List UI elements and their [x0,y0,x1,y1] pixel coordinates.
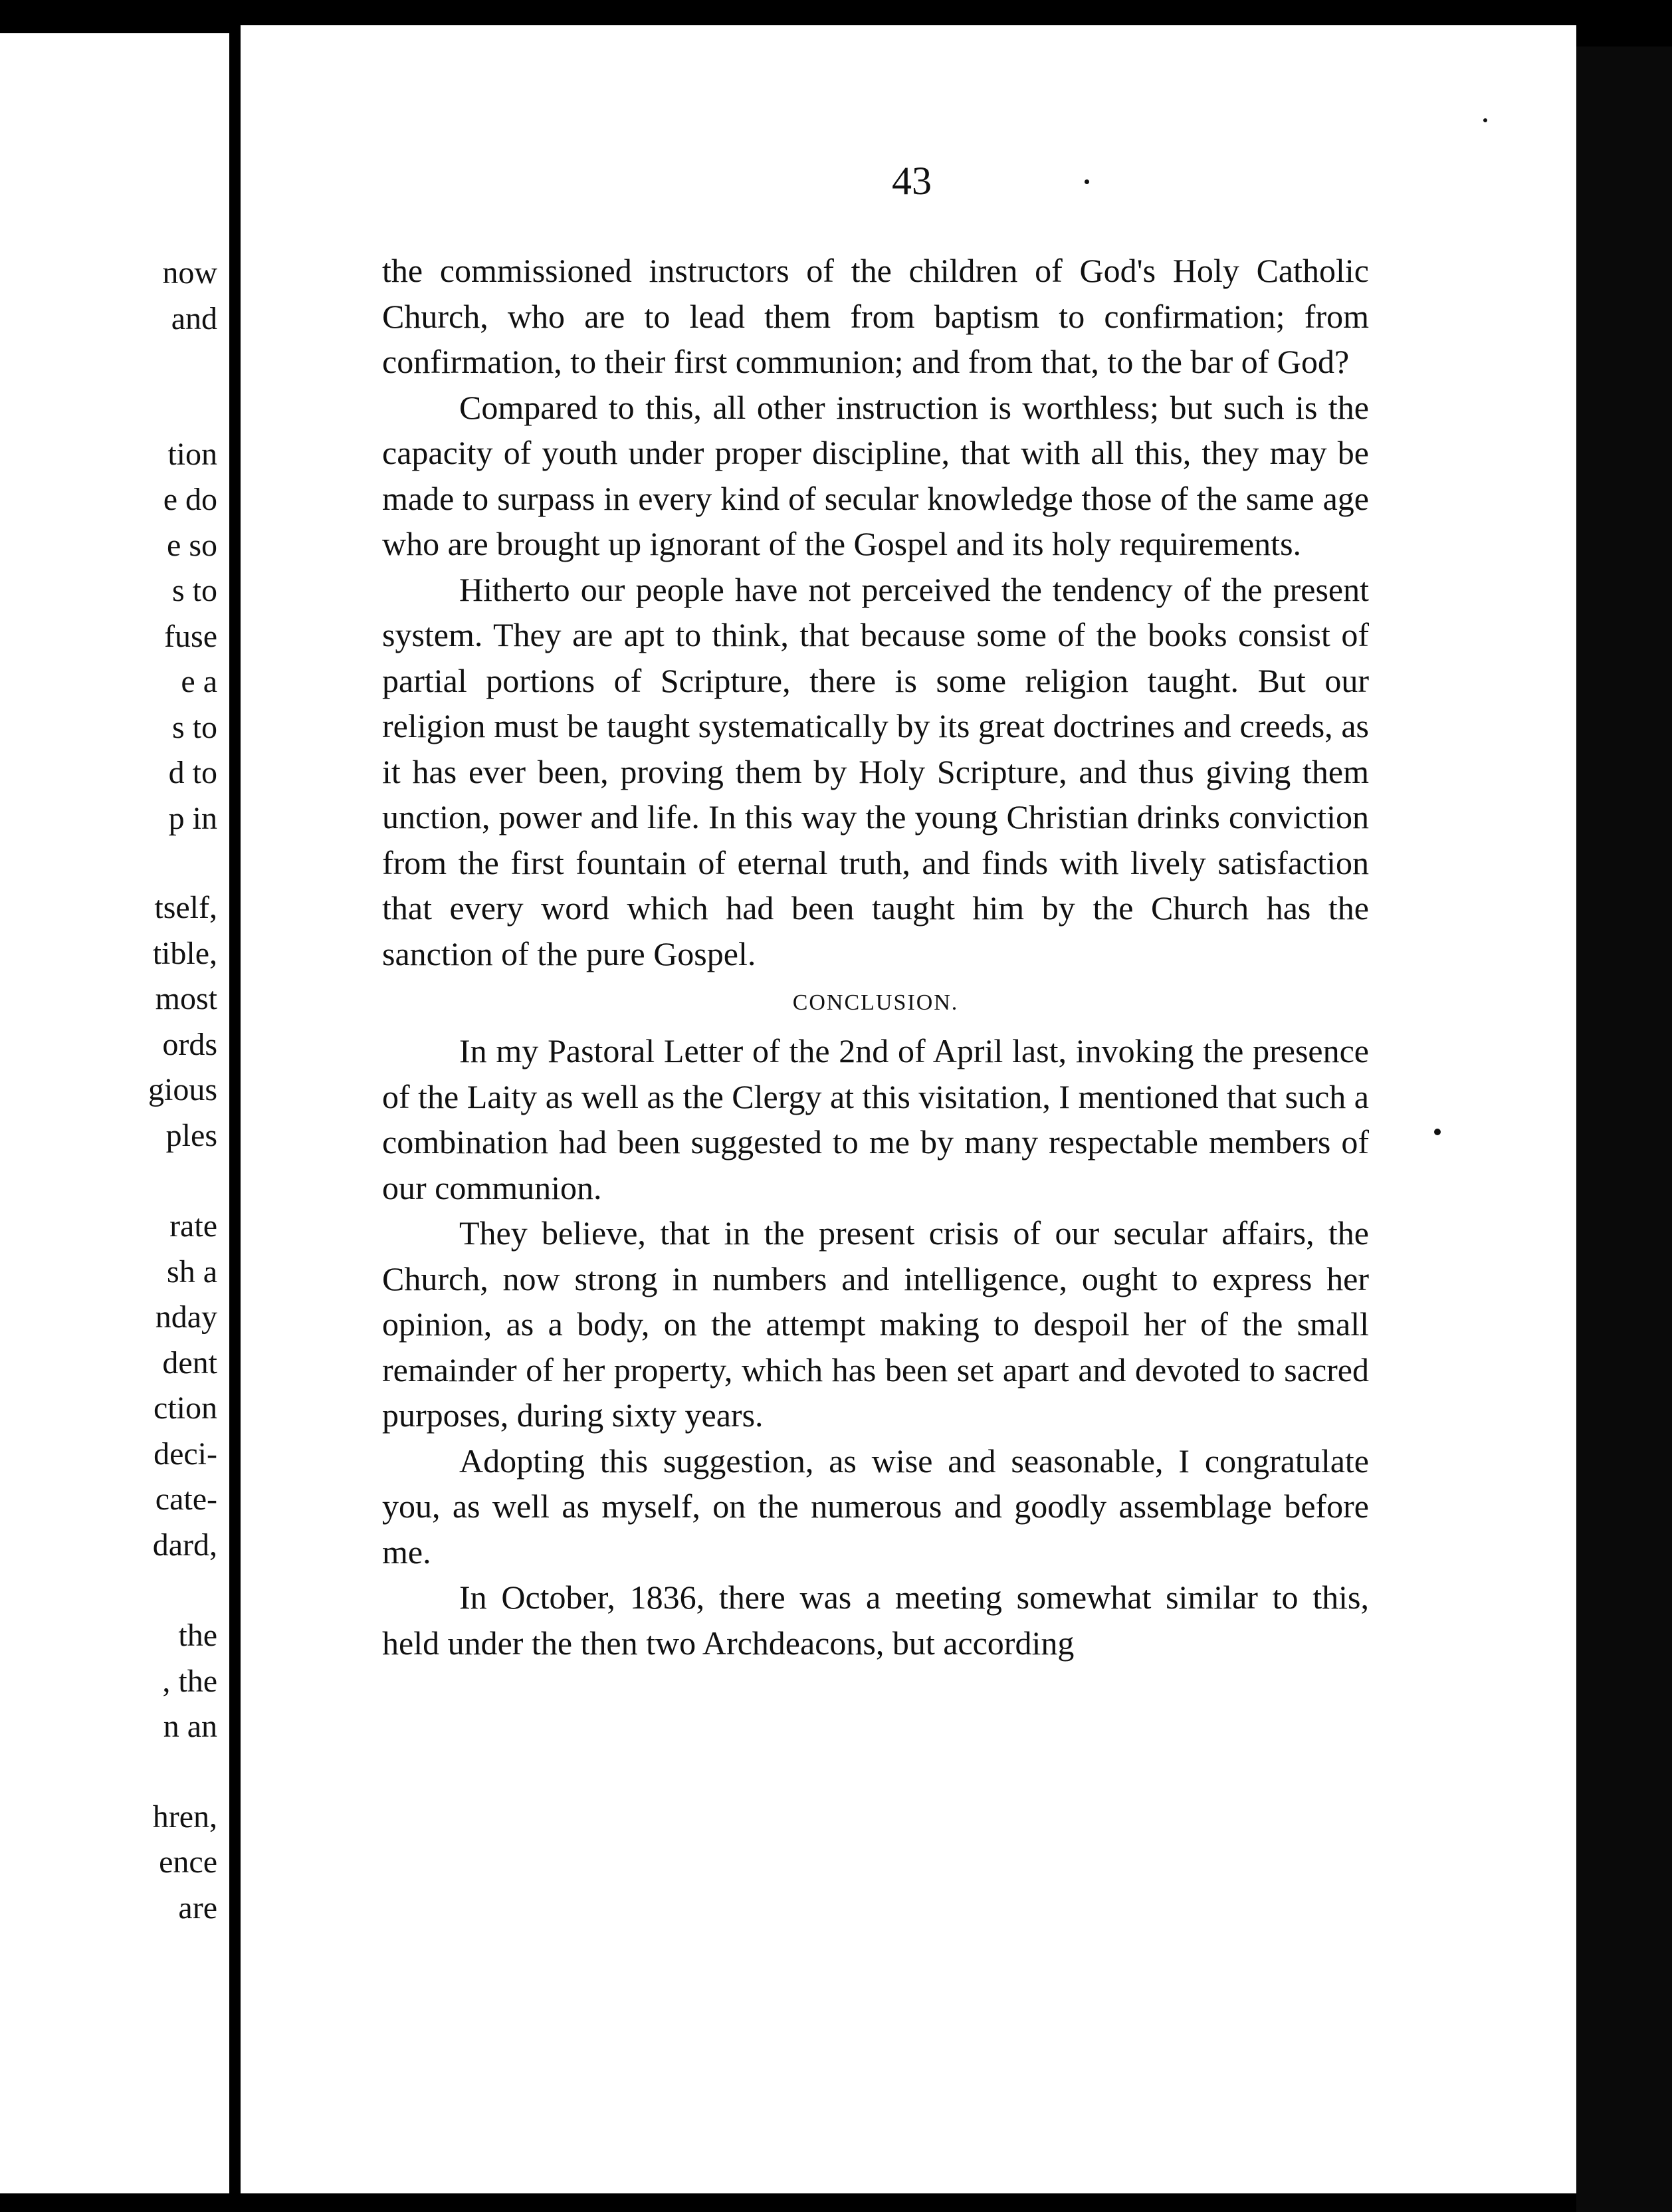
left-page-fragment: e do [163,482,217,517]
paragraph: Adopting this suggestion, as wise and seasonable, I congratulate you, as well as myself, on the numerous and goodly assemblage before me. [382,1442,1369,1571]
paragraph: Hitherto our people have not perceived the tendency of the present system. They are apt to think, that because some of the books consist of partial portions of Scripture, there is some religion taught. But our religion must be taught systematically by its great doctrines and creeds, as it has ever been, proving them by Holy Scripture, and thus giving them unction, power and life. In this way the young Christian drinks conviction from the first fountain of eternal truth, and finds with lively satisfaction that every word which had been taught him by the Church has the sanction of the pure Gospel. [382,570,1369,972]
left-page-fragment: and [171,301,217,336]
paragraph: the commissioned instructors of the children of God's Holy Catholic Church, who are to lead them from baptism to confirmation; from confirmation, to their first communion; and from that, to the bar of God? [382,252,1369,380]
left-page-fragment: tself, [154,890,217,925]
paragraph: In October, 1836, there was a meeting somewhat similar to this, held under the then two Archdeacons, but according [382,1579,1369,1662]
ink-speck [1434,1129,1441,1135]
left-page-fragment: p in [168,801,217,836]
ink-speck [1483,118,1487,122]
left-page-fragment: the [178,1618,217,1653]
page-edge-shadow [1576,47,1672,2212]
paragraph: Compared to this, all other instruction is worthless; but such is the capacity of youth under proper discipline, that with all this, they may be made to surpass in every kind of secular knowledge those of the same age who are brought up ignorant of the Gospel and its holy requirements. [382,388,1369,562]
paragraph: In my Pastoral Letter of the 2nd of April last, invoking the presence of the Laity as well as the Clergy at this visitation, I mentioned that such a combination had been suggested to me by many respectable members of our communion. [382,1032,1369,1206]
left-page-fragment: d to [168,755,217,790]
left-page-fragment: rate [169,1208,217,1244]
left-page-fragment: n an [163,1709,217,1744]
main-page [241,25,1576,2193]
left-page-fragment: nday [155,1299,217,1335]
left-page-fragment: most [155,981,217,1016]
left-page-fragment: dard, [152,1527,217,1563]
left-page-fragment: e a [181,664,217,699]
left-page-fragment: tion [167,437,217,472]
left-page-fragment: e so [167,528,217,563]
left-page-fragment: are [178,1890,217,1926]
left-page-fragment: , the [162,1664,217,1699]
ink-speck [1085,179,1089,184]
left-page-fragment: deci- [154,1436,217,1472]
left-page-fragment: fuse [164,619,217,654]
left-page-fragment: ords [162,1027,217,1062]
left-page-fragment: hren, [152,1799,217,1834]
section-heading: CONCLUSION. [792,990,959,1015]
left-page-fragment: cate- [155,1482,217,1517]
left-facing-page [0,33,229,2193]
page-number: 43 [892,159,932,203]
left-page-fragment: tible, [152,936,217,971]
body-text [382,248,1369,1666]
left-page-fragment: ples [165,1118,217,1153]
left-page-fragment: gious [148,1072,217,1107]
paragraph: They believe, that in the present crisis of our secular affairs, the Church, now strong in numbers and intelligence, ought to express her opinion, as a body, on the attempt making to despoil her of the small remainder of her property, which has been set apart and devoted to sacred purposes, during sixty years. [382,1214,1369,1434]
left-page-fragment: ence [159,1844,217,1880]
left-page-fragment: ction [154,1390,217,1426]
left-page-fragment: now [162,255,217,290]
left-page-fragment: s to [171,710,217,745]
left-page-fragment: s to [171,573,217,608]
left-page-fragment: sh a [167,1254,217,1289]
left-page-fragment: dent [162,1345,217,1381]
